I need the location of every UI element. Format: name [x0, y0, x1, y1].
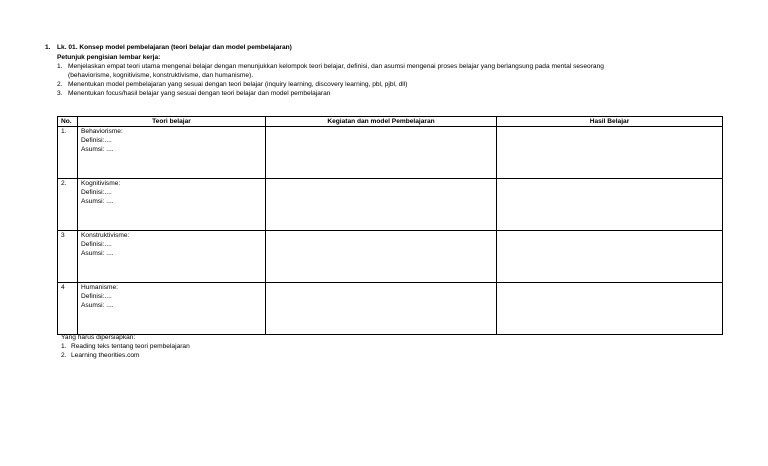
heading-number: 1.	[45, 44, 51, 51]
result-cell[interactable]	[497, 283, 723, 335]
theory-cell[interactable]	[78, 127, 266, 179]
row-number: 3	[58, 231, 78, 283]
header-theory: Teori belajar	[78, 117, 266, 127]
theory-assumption: Asumsi: ....	[81, 146, 114, 154]
instruction-text: Menjelaskan empat teori utama mengenai belajar dengan menunjukkan kelompok teori belajar, definisi, dan asumsi mengenai proses belajar yang berlangsung pada mental seseorang	[68, 63, 604, 70]
table-row	[58, 127, 723, 179]
instruction-text: Menentukan model pembelajaran yang sesuai dengan teori belajar (inquiry learning, discovery learning, pbl, pjbl, dll)	[68, 81, 408, 89]
theory-name: Humanisme:	[81, 284, 119, 291]
theory-assumption: Asumsi: ....	[81, 198, 114, 206]
preparation-item: 1. Reading teks tentang teori pembelajaran	[61, 343, 190, 351]
instruction-item: 1. Menjelaskan empat teori utama mengenai belajar dengan menunjukkan kelompok teori belajar, definisi, dan asumsi mengenai proses belajar yang berlangsung pada mental seseorang (behaviorisme, kognitivisme, konstruktivisme, dan humanisme).	[57, 62, 723, 80]
row-number: 2.	[58, 179, 78, 231]
instruction-list	[57, 62, 723, 98]
worksheet-table	[57, 116, 723, 335]
activity-cell[interactable]	[266, 231, 497, 283]
result-cell[interactable]	[497, 179, 723, 231]
table-row	[58, 231, 723, 283]
preparation-text: Learning theorities.com	[71, 352, 140, 360]
theory-name: Behaviorisme:	[81, 128, 123, 135]
preparation-list	[61, 342, 190, 360]
header-result: Hasil Belajar	[497, 117, 723, 127]
row-number: 1.	[58, 127, 78, 179]
activity-cell[interactable]	[266, 283, 497, 335]
instruction-text: Menentukan focus/hasil belajar yang sesuai dengan teori belajar dan model pembelajaran	[68, 90, 331, 98]
preparation-item: 2. Learning theorities.com	[61, 352, 140, 360]
worksheet-heading	[45, 43, 292, 52]
instruction-item: 2. Menentukan model pembelajaran yang sesuai dengan teori belajar (inquiry learning, discovery learning, pbl, pjbl, dll)	[57, 81, 408, 89]
activity-cell[interactable]	[266, 127, 497, 179]
table-row	[58, 179, 723, 231]
result-cell[interactable]	[497, 231, 723, 283]
preparation-text: Reading teks tentang teori pembelajaran	[71, 343, 190, 351]
theory-definition: Definisi:....	[81, 189, 112, 197]
theory-definition: Definisi:....	[81, 241, 112, 249]
header-activity: Kegiatan dan model Pembelajaran	[266, 117, 497, 127]
theory-cell[interactable]	[78, 179, 266, 231]
heading-title: Lk. 01. Konsep model pembelajaran (teori belajar dan model pembelajaran)	[57, 44, 292, 51]
table-header-row	[58, 117, 723, 127]
preparation-section	[61, 333, 190, 360]
table-row	[58, 283, 723, 335]
preparation-label: Yang harus dipersiapkan:	[61, 334, 136, 341]
instruction-item: 3. Menentukan focus/hasil belajar yang sesuai dengan teori belajar dan model pembelajaran	[57, 90, 331, 98]
theory-name: Konstruktivisme:	[81, 232, 130, 239]
theory-name: Kognitivisme:	[81, 180, 121, 187]
theory-assumption: Asumsi: ....	[81, 302, 114, 310]
theory-cell[interactable]	[78, 231, 266, 283]
instructions-label: Petunjuk pengisian lembar kerja:	[57, 54, 161, 61]
theory-definition: Definisi:....	[81, 137, 112, 145]
theory-cell[interactable]	[78, 283, 266, 335]
activity-cell[interactable]	[266, 179, 497, 231]
theory-assumption: Asumsi: ....	[81, 250, 114, 258]
theory-definition: Definisi:....	[81, 293, 112, 301]
row-number: 4	[58, 283, 78, 335]
header-no: No.	[58, 117, 78, 127]
instruction-continuation: (behaviorisme, kognitivisme, konstruktivisme, dan humanisme).	[68, 72, 254, 80]
result-cell[interactable]	[497, 127, 723, 179]
